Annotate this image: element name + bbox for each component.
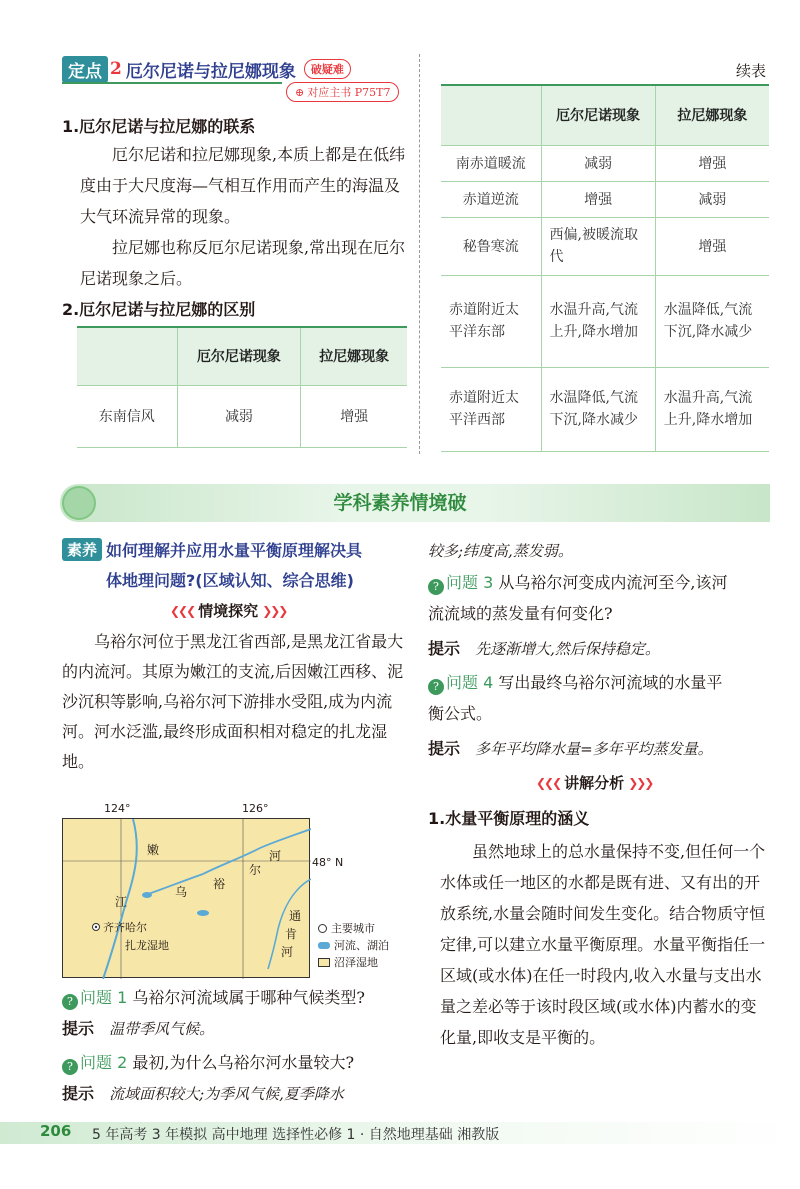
map-lat-label: 48° N (312, 856, 344, 869)
section-title: 厄尔尼诺与拉尼娜现象 (125, 61, 296, 82)
heading-difference: 2.厄尔尼诺与拉尼娜的区别 (62, 300, 256, 319)
analysis-paragraph: 虽然地球上的总水量保持不变,但任何一个水体或任一地区的水都是既有进、又有出的开放系统,水量会随时间发生变化。结合物质守恒定律,可以建立水量平衡原理。水量平衡指任一区域(或水体)在任一时段内,收入水量与支出水量之差必等于该时段区域(或水体)内蓄水的变化量,即收支是平衡的。 (440, 842, 766, 1047)
question-4: ? 问题 4 写出最终乌裕尔河流域的水量平 (428, 670, 722, 695)
continued-label: 续表 (736, 62, 767, 80)
question-2: ? 问题 2 最初,为什么乌裕尔河水量较大? (62, 1050, 354, 1075)
explore-heading: ❮❮❮ 情境探究 ❯❯❯ (170, 602, 287, 620)
hint-2: 提示 流域面积较大;为季风气候,夏季降水 (62, 1084, 344, 1103)
question-3-continued: 流流域的蒸发量有何变化? (428, 604, 613, 623)
table-header-lanina: 拉尼娜现象 (301, 327, 407, 385)
column-divider (419, 54, 420, 454)
hint-2-continued: 较多;纬度高,蒸发弱。 (428, 542, 573, 560)
map-legend: 主要城市 河流、湖泊 沼泽湿地 (318, 920, 389, 971)
table-header-empty (77, 327, 177, 385)
chevron-right-icon: ❯❯❯ (262, 603, 287, 618)
suyang-heading (62, 538, 362, 561)
section-tag: 定点 (62, 56, 108, 83)
paragraph-lanina: 拉尼娜也称反厄尔尼诺现象,常出现在厄尔尼诺现象之后。 (80, 238, 406, 288)
city-marker-icon (318, 924, 327, 933)
wetland-icon (318, 958, 330, 967)
difference-table (77, 326, 407, 448)
question-icon: ? (62, 994, 78, 1010)
reference-text: 对应主书 P75T7 (307, 86, 391, 99)
chevron-right-icon: ❯❯❯ (628, 775, 653, 790)
map-lon-126: 126° (242, 802, 269, 815)
suyang-title-2: 体地理问题?(区域认知、综合思维) (106, 571, 354, 590)
hint-4: 提示 多年平均降水量=多年平均蒸发量。 (428, 739, 713, 758)
hint-3: 提示 先逐渐增大,然后保持稳定。 (428, 639, 660, 658)
question-icon: ? (428, 579, 444, 595)
table-header-elnino: 厄尔尼诺现象 (177, 327, 301, 385)
reference-box (286, 82, 399, 102)
map-wetland-label: 扎龙湿地 (125, 939, 169, 952)
header-rule (62, 82, 282, 84)
suyang-tag: 素养 (62, 538, 102, 561)
map-city-label: 齐齐哈尔 (103, 921, 147, 934)
continued-table: 厄尔尼诺现象 拉尼娜现象 南赤道暖流 减弱 增强 赤道逆流 增强 减弱 秘鲁寒流 西偏,被暖流取代 增强 赤道附近太平洋东部 水温升高,气流上升,降水增加 水温降低,气流下沉,降水减少 赤道附近太平洋西部 水温降低,气流下沉,降水减少 水温升高,气流上升,降水增加 (441, 84, 769, 452)
table-row: 赤道附近太平洋东部 水温升高,气流上升,降水增加 水温降低,气流下沉,降水减少 (441, 275, 769, 367)
section-number: 2 (110, 59, 122, 79)
table-row: 南赤道暖流 减弱 增强 (441, 145, 769, 181)
scenario-paragraph: 乌裕尔河位于黑龙江省西部,是黑龙江省最大的内流河。其原为嫩江的支流,后因嫩江西移、泥沙沉积等影响,乌裕尔河下游排水受阻,成为内流河。河水泛滥,最终形成面积相对稳定的扎龙湿地。 (62, 632, 404, 771)
table-row: 赤道附近太平洋西部 水温降低,气流下沉,降水减少 水温升高,气流上升,降水增加 (441, 367, 769, 451)
question-icon: ? (428, 679, 444, 695)
footer-text: 5 年高考 3 年模拟 高中地理 选择性必修 1 · 自然地理基础 湘教版 (92, 1127, 500, 1143)
target-icon: ⊕ (295, 85, 305, 99)
question-icon: ? (62, 1059, 78, 1075)
heading-relation: 1.厄尔尼诺与拉尼娜的联系 (62, 117, 256, 136)
region-map: 嫩 江 乌 裕 尔 河 通 肯 河 齐齐哈尔 扎龙湿地 (62, 818, 310, 978)
analysis-subheading: 1.水量平衡原理的涵义 (428, 809, 590, 828)
question-3: ? 问题 3 从乌裕尔河变成内流河至今,该河 (428, 570, 727, 595)
section-header (62, 56, 351, 82)
paragraph-relation: 厄尔尼诺和拉尼娜现象,本质上都是在低纬度由于大尺度海—气相互作用而产生的海温及大气环流异常的现象。 (80, 145, 406, 226)
river-lake-icon (318, 942, 330, 949)
chevron-left-icon: ❮❮❮ (536, 775, 561, 790)
chevron-left-icon: ❮❮❮ (170, 603, 195, 618)
analysis-heading: ❮❮❮ 讲解分析 ❯❯❯ (536, 774, 653, 792)
difficulty-badge: 破疑难 (304, 59, 351, 79)
question-1: ? 问题 1 乌裕尔河流域属于哪种气候类型? (62, 985, 365, 1010)
question-4-continued: 衡公式。 (428, 704, 493, 723)
hint-1: 提示 温带季风气候。 (62, 1019, 215, 1038)
banner-title: 学科素养情境破 (333, 492, 467, 514)
page-number: 206 (40, 1122, 72, 1140)
table-row: 东南信风 减弱 增强 (77, 385, 407, 447)
table-row: 秘鲁寒流 西偏,被暖流取代 增强 (441, 217, 769, 275)
map-lon-124: 124° (104, 802, 131, 815)
table-row: 赤道逆流 增强 减弱 (441, 181, 769, 217)
suyang-title-1: 如何理解并应用水量平衡原理解决具 (106, 541, 363, 560)
